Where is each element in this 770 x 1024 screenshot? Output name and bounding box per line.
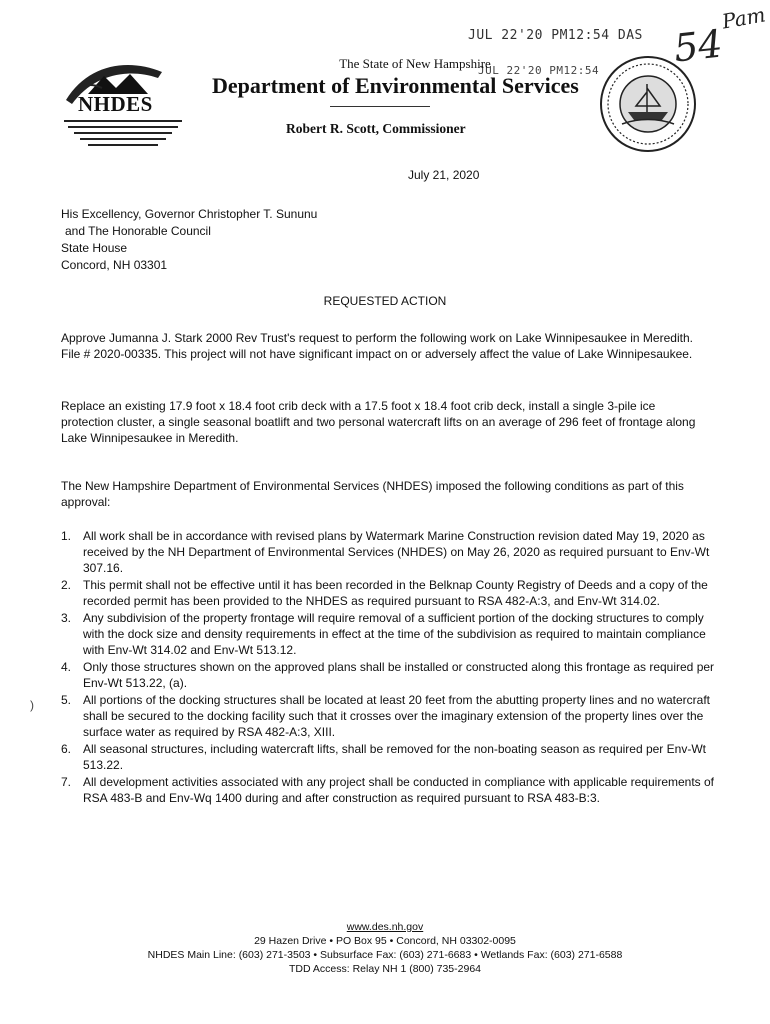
- condition-item: [61, 610, 716, 658]
- project-description-paragraph: Replace an existing 17.9 foot x 18.4 foot crib deck with a 17.5 foot x 18.4 foot crib deck, install a single 3-pile ice protection cluster, a single seasonal boatlift and two personal watercraft lifts on an average of 296 feet of frontage along Lake Winnipesaukee in Meredith.: [61, 399, 696, 445]
- condition-number: 6.: [61, 742, 72, 756]
- received-date-stamp: JUL 22'20 PM12:54 DAS: [468, 28, 643, 43]
- condition-text: All development activities associated with any project shall be conducted in compliance with applicable requirements of RSA 483-B and Env-Wq 1400 during and after construction as required pursuant to RSA 483-B:3.: [83, 775, 715, 805]
- received-date-stamp-overlay: JUL 22'20 PM12:54: [478, 64, 600, 77]
- margin-mark: ): [30, 698, 34, 712]
- condition-item: [61, 774, 716, 806]
- condition-number: 5.: [61, 693, 72, 707]
- condition-item: [61, 692, 716, 740]
- condition-item: [61, 577, 716, 609]
- website-link[interactable]: www.des.nh.gov: [346, 921, 424, 933]
- condition-item: [61, 528, 716, 576]
- condition-text: Any subdivision of the property frontage will require removal of a sufficient portion of the docking structures to comply with the dock size and density requirements in effect at the time of the subdivision as required to maintain compliance with Env-Wt 314.02 and Env-Wt 513.12.: [83, 611, 706, 657]
- condition-text: All seasonal structures, including watercraft lifts, shall be removed for the non-boating season as required per Env-Wt 513.22.: [83, 742, 706, 772]
- condition-item: [61, 741, 716, 773]
- handwritten-item-number: 54: [671, 21, 725, 71]
- condition-item: [61, 659, 716, 691]
- conditions-intro-paragraph: The New Hampshire Department of Environmental Services (NHDES) imposed the following conditions as part of this approval:: [61, 479, 684, 509]
- condition-text: All work shall be in accordance with revised plans by Watermark Marine Construction revision dated May 19, 2020 as received by the NH Department of Environmental Services (NHDES) on May 26, 2020 as required pursuant to Env-Wt 307.16.: [83, 529, 710, 575]
- letterhead-divider: [330, 106, 430, 107]
- letter-footer: [0, 920, 770, 976]
- condition-text: This permit shall not be effective until it has been recorded in the Belknap County Registry of Deeds and a copy of the recorded permit has been provided to the NHDES as required pursuant to RSA 482-A:3, and Env-Wt 314.02.: [83, 578, 708, 608]
- state-seal-icon: [598, 54, 698, 154]
- addressee-block: [61, 206, 317, 274]
- addressee-line: and The Honorable Council: [65, 224, 211, 238]
- addressee-line: State House: [61, 241, 128, 255]
- state-line: The State of New Hampshire: [339, 56, 491, 71]
- letter-date: July 21, 2020: [408, 168, 480, 182]
- addressee-line: Concord, NH 03301: [61, 258, 168, 272]
- condition-text: Only those structures shown on the approved plans shall be installed or constructed along this frontage as required per Env-Wt 513.22, (a).: [83, 660, 715, 690]
- condition-number: 3.: [61, 611, 72, 625]
- condition-number: 2.: [61, 578, 72, 592]
- conditions-list: [61, 528, 716, 807]
- commissioner-line: Robert R. Scott, Commissioner: [286, 121, 466, 136]
- footer-address: 29 Hazen Drive • PO Box 95 • Concord, NH 03302-0095: [254, 935, 516, 947]
- condition-number: 4.: [61, 660, 72, 674]
- condition-number: 7.: [61, 775, 72, 789]
- addressee-line: His Excellency, Governor Christopher T. Sununu: [61, 207, 318, 221]
- condition-text: All portions of the docking structures shall be located at least 20 feet from the abutting property lines and no watercraft shall be secured to the docking facility such that it crosses over the imaginary extension of the property lines over the surface water as required by RSA 482-A:3, XIII.: [83, 693, 711, 739]
- approval-paragraph: Approve Jumanna J. Stark 2000 Rev Trust's request to perform the following work on Lake Winnipesaukee in Meredith. File # 2020-00335. This project will not have significant impact on or adversely affect the value of Lake Winnipesaukee.: [61, 331, 693, 361]
- condition-number: 1.: [61, 529, 72, 543]
- requested-action-heading: REQUESTED ACTION: [323, 294, 447, 308]
- department-name: Department of Environmental Services: [212, 73, 579, 98]
- handwritten-initials: Pam: [720, 2, 768, 34]
- footer-tdd: TDD Access: Relay NH 1 (800) 735-2964: [289, 963, 481, 975]
- footer-phones: NHDES Main Line: (603) 271-3503 • Subsurface Fax: (603) 271-6683 • Wetlands Fax: (603) 271-6588: [147, 949, 623, 961]
- logo-text: NHDES: [78, 92, 153, 116]
